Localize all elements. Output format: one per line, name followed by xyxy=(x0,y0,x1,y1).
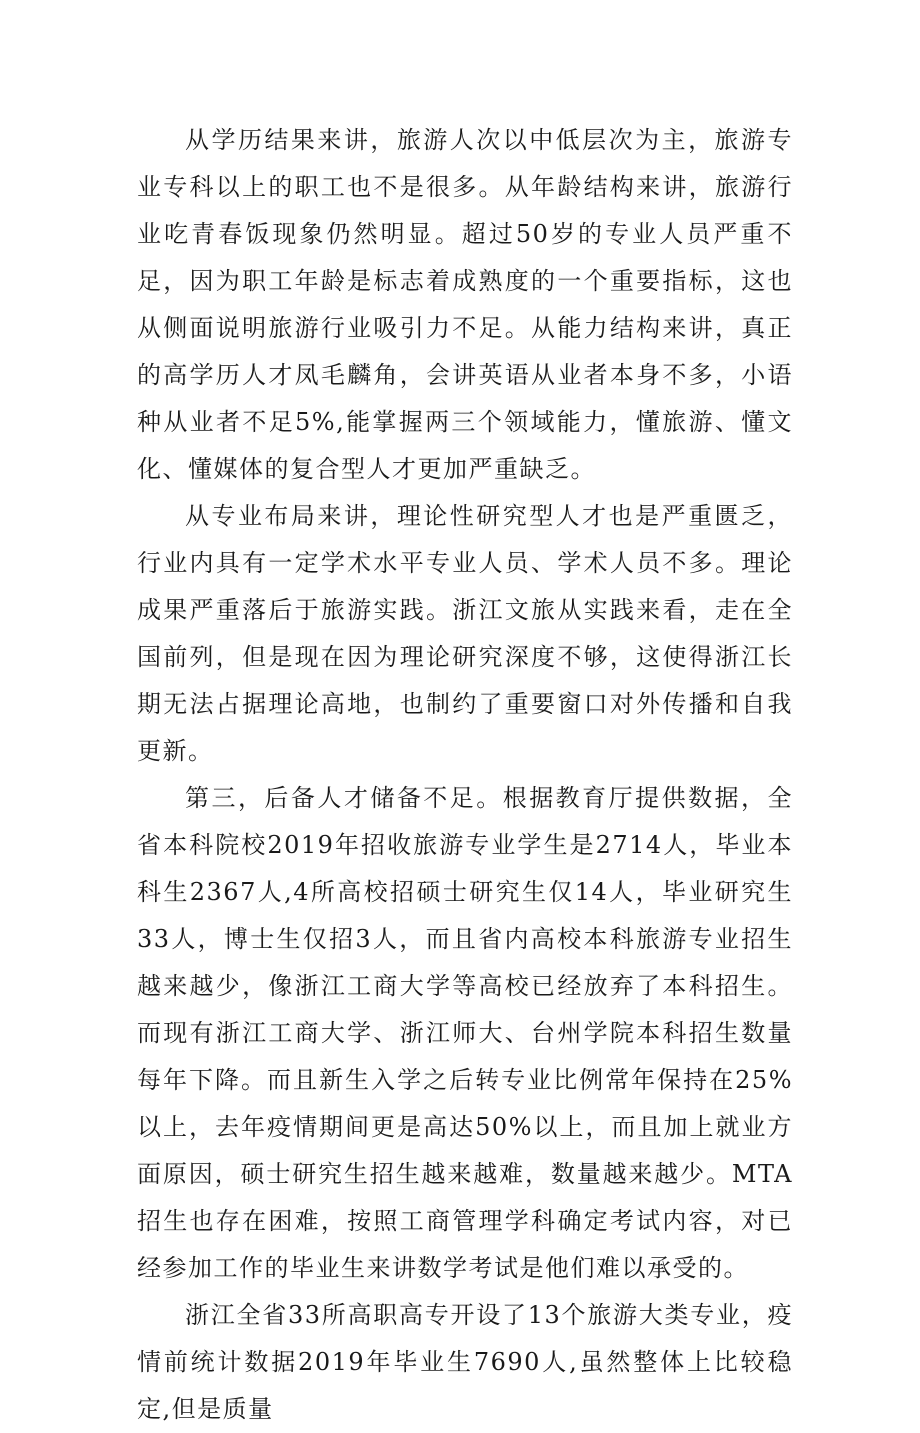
document-page xyxy=(137,117,793,1433)
paragraph-education-structure: 从学历结果来讲，旅游人次以中低层次为主，旅游专业专科以上的职工也不是很多。从年龄结构来讲，旅游行业吃青春饭现象仍然明显。超过50岁的专业人员严重不足，因为职工年龄是标志着成熟度的一个重要指标，这也从侧面说明旅游行业吸引力不足。从能力结构来讲，真正的高学历人才凤毛麟角，会讲英语从业者本身不多，小语种从业者不足5%,能掌握两三个领域能力，懂旅游、懂文化、懂媒体的复合型人才更加严重缺乏。 xyxy=(137,126,793,483)
paragraph-vocational-colleges: 浙江全省33所高职高专开设了13个旅游大类专业，疫情前统计数据2019年毕业生7690人,虽然整体上比较稳定,但是质量 xyxy=(137,1301,793,1423)
paragraph-talent-reserve: 第三，后备人才储备不足。根据教育厅提供数据，全省本科院校2019年招收旅游专业学生是2714人，毕业本科生2367人,4所高校招硕士研究生仅14人，毕业研究生33人，博士生仅招3人，而且省内高校本科旅游专业招生越来越少，像浙江工商大学等高校已经放弃了本科招生。而现有浙江工商大学、浙江师大、台州学院本科招生数量每年下降。而且新生入学之后转专业比例常年保持在25%以上，去年疫情期间更是高达50%以上，而且加上就业方面原因，硕士研究生招生越来越难，数量越来越少。MTA招生也存在困难，按照工商管理学科确定考试内容，对已经参加工作的毕业生来讲数学考试是他们难以承受的。 xyxy=(137,784,793,1282)
paragraph-professional-layout: 从专业布局来讲，理论性研究型人才也是严重匮乏，行业内具有一定学术水平专业人员、学术人员不多。理论成果严重落后于旅游实践。浙江文旅从实践来看，走在全国前列，但是现在因为理论研究深度不够，这使得浙江长期无法占据理论高地，也制约了重要窗口对外传播和自我更新。 xyxy=(137,502,793,765)
